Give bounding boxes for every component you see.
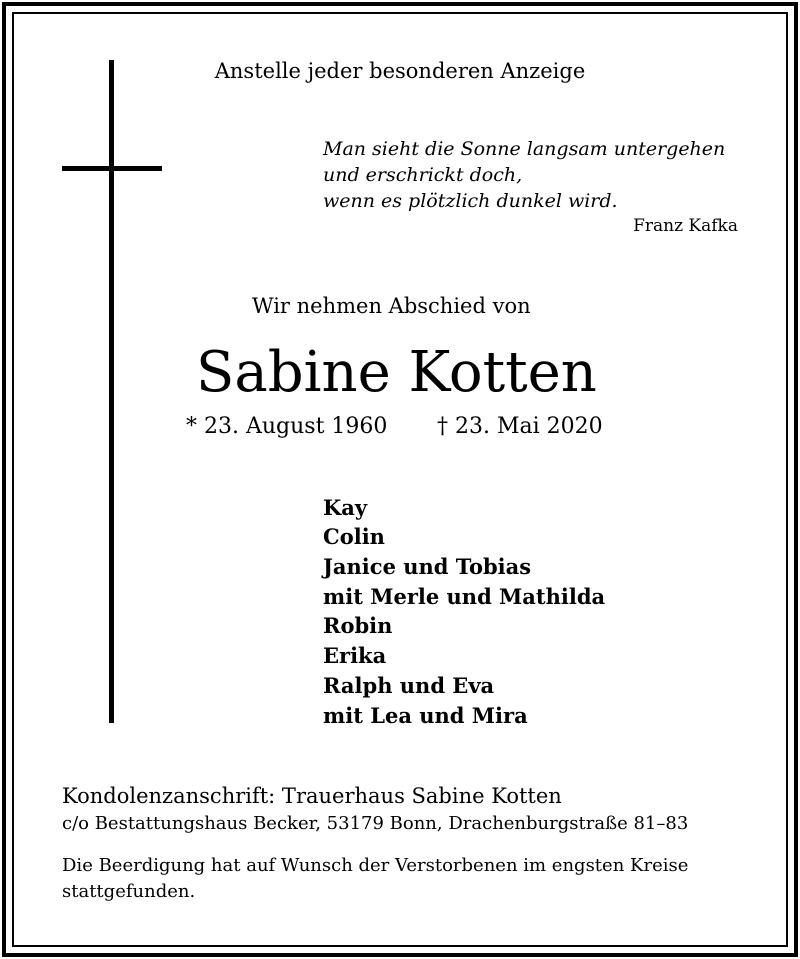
cross-icon: [109, 60, 114, 723]
funeral-note-line-2: stattgefunden.: [62, 881, 196, 902]
condolence-address-detail: c/o Bestattungshaus Becker, 53179 Bonn, Drachenburgstraße 81–83: [62, 813, 689, 834]
death-date: † 23. Mai 2020: [437, 414, 603, 439]
mourner-name: Janice und Tobias: [323, 554, 532, 579]
mourner-name: Erika: [323, 643, 387, 668]
mourner-name: Colin: [323, 524, 385, 549]
mourner-name: Robin: [323, 613, 393, 638]
funeral-note-line-1: Die Beerdigung hat auf Wunsch der Verstorbenen im engsten Kreise: [62, 855, 689, 876]
mourner-name: Kay: [323, 495, 368, 520]
quote-line-1: Man sieht die Sonne langsam untergehen: [323, 138, 726, 160]
deceased-name: Sabine Kotten: [196, 340, 597, 405]
birth-date: * 23. August 1960: [186, 414, 388, 439]
mourner-name: mit Merle und Mathilda: [323, 584, 606, 609]
mourner-name: Ralph und Eva: [323, 673, 495, 698]
condolence-address: Kondolenzanschrift: Trauerhaus Sabine Kotten: [62, 784, 562, 808]
quote-author: Franz Kafka: [633, 216, 738, 236]
header-text: Anstelle jeder besonderen Anzeige: [214, 59, 586, 83]
quote-line-3: wenn es plötzlich dunkel wird.: [323, 190, 618, 212]
mourner-name: mit Lea und Mira: [323, 703, 528, 728]
farewell-text: Wir nehmen Abschied von: [252, 294, 531, 318]
quote-line-2: und erschrickt doch,: [323, 164, 523, 186]
cross-icon-bar: [62, 166, 162, 171]
